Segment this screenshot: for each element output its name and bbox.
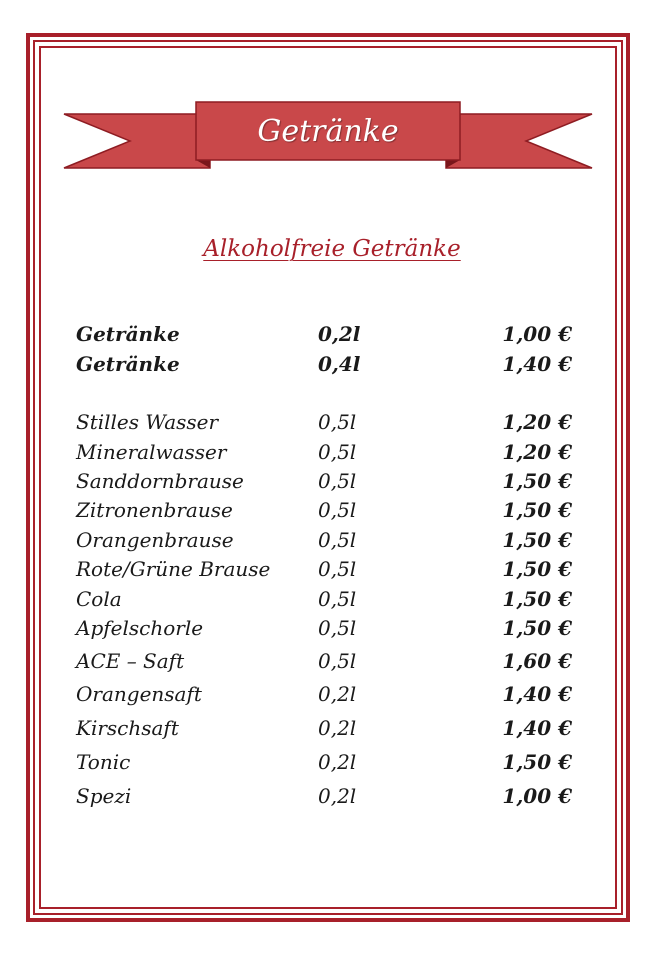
item-name: Cola <box>76 587 122 611</box>
item-volume: 0,4l <box>318 352 361 376</box>
list-item <box>0 352 664 382</box>
item-price: 1,50 € <box>502 528 572 552</box>
list-item <box>0 469 664 499</box>
item-price: 1,50 € <box>502 498 572 522</box>
item-volume: 0,2l <box>318 682 357 706</box>
list-item <box>0 750 664 780</box>
item-price: 1,20 € <box>502 440 572 464</box>
section-title: Alkoholfreie Getränke <box>203 236 461 262</box>
item-price: 1,50 € <box>502 557 572 581</box>
list-item <box>0 322 664 352</box>
item-name: Stilles Wasser <box>76 410 219 434</box>
item-price: 1,00 € <box>502 784 572 808</box>
list-item <box>0 682 664 712</box>
item-volume: 0,5l <box>318 498 357 522</box>
item-name: Rote/Grüne Brause <box>76 557 271 581</box>
item-volume: 0,2l <box>318 322 361 346</box>
item-volume: 0,2l <box>318 750 357 774</box>
page-title: Getränke <box>257 114 399 149</box>
item-volume: 0,5l <box>318 440 357 464</box>
item-volume: 0,5l <box>318 616 357 640</box>
item-name: Getränke <box>76 322 180 346</box>
item-name: Apfelschorle <box>76 616 204 640</box>
item-name: Getränke <box>76 352 180 376</box>
item-volume: 0,5l <box>318 469 357 493</box>
item-name: Kirschsaft <box>76 716 179 740</box>
list-item <box>0 616 664 646</box>
item-price: 1,40 € <box>502 682 572 706</box>
item-price: 1,40 € <box>502 716 572 740</box>
item-volume: 0,5l <box>318 528 357 552</box>
item-volume: 0,5l <box>318 587 357 611</box>
item-name: ACE – Saft <box>76 649 185 673</box>
list-item <box>0 410 664 440</box>
list-item <box>0 716 664 746</box>
item-volume: 0,5l <box>318 557 357 581</box>
item-price: 1,60 € <box>502 649 572 673</box>
list-item <box>0 557 664 587</box>
list-item <box>0 498 664 528</box>
item-volume: 0,5l <box>318 410 357 434</box>
list-item <box>0 440 664 470</box>
item-name: Spezi <box>76 784 132 808</box>
list-item <box>0 784 664 814</box>
item-name: Orangenbrause <box>76 528 234 552</box>
item-price: 1,50 € <box>502 616 572 640</box>
item-volume: 0,2l <box>318 784 357 808</box>
item-price: 1,20 € <box>502 410 572 434</box>
item-price: 1,50 € <box>502 469 572 493</box>
item-name: Zitronenbrause <box>76 498 233 522</box>
list-item <box>0 649 664 679</box>
item-price: 1,50 € <box>502 750 572 774</box>
item-price: 1,40 € <box>502 352 572 376</box>
item-price: 1,50 € <box>502 587 572 611</box>
item-name: Tonic <box>76 750 131 774</box>
list-item <box>0 528 664 558</box>
list-item <box>0 587 664 617</box>
item-name: Sanddornbrause <box>76 469 244 493</box>
item-price: 1,00 € <box>502 322 572 346</box>
item-name: Orangensaft <box>76 682 202 706</box>
item-name: Mineralwasser <box>76 440 227 464</box>
item-volume: 0,5l <box>318 649 357 673</box>
item-volume: 0,2l <box>318 716 357 740</box>
